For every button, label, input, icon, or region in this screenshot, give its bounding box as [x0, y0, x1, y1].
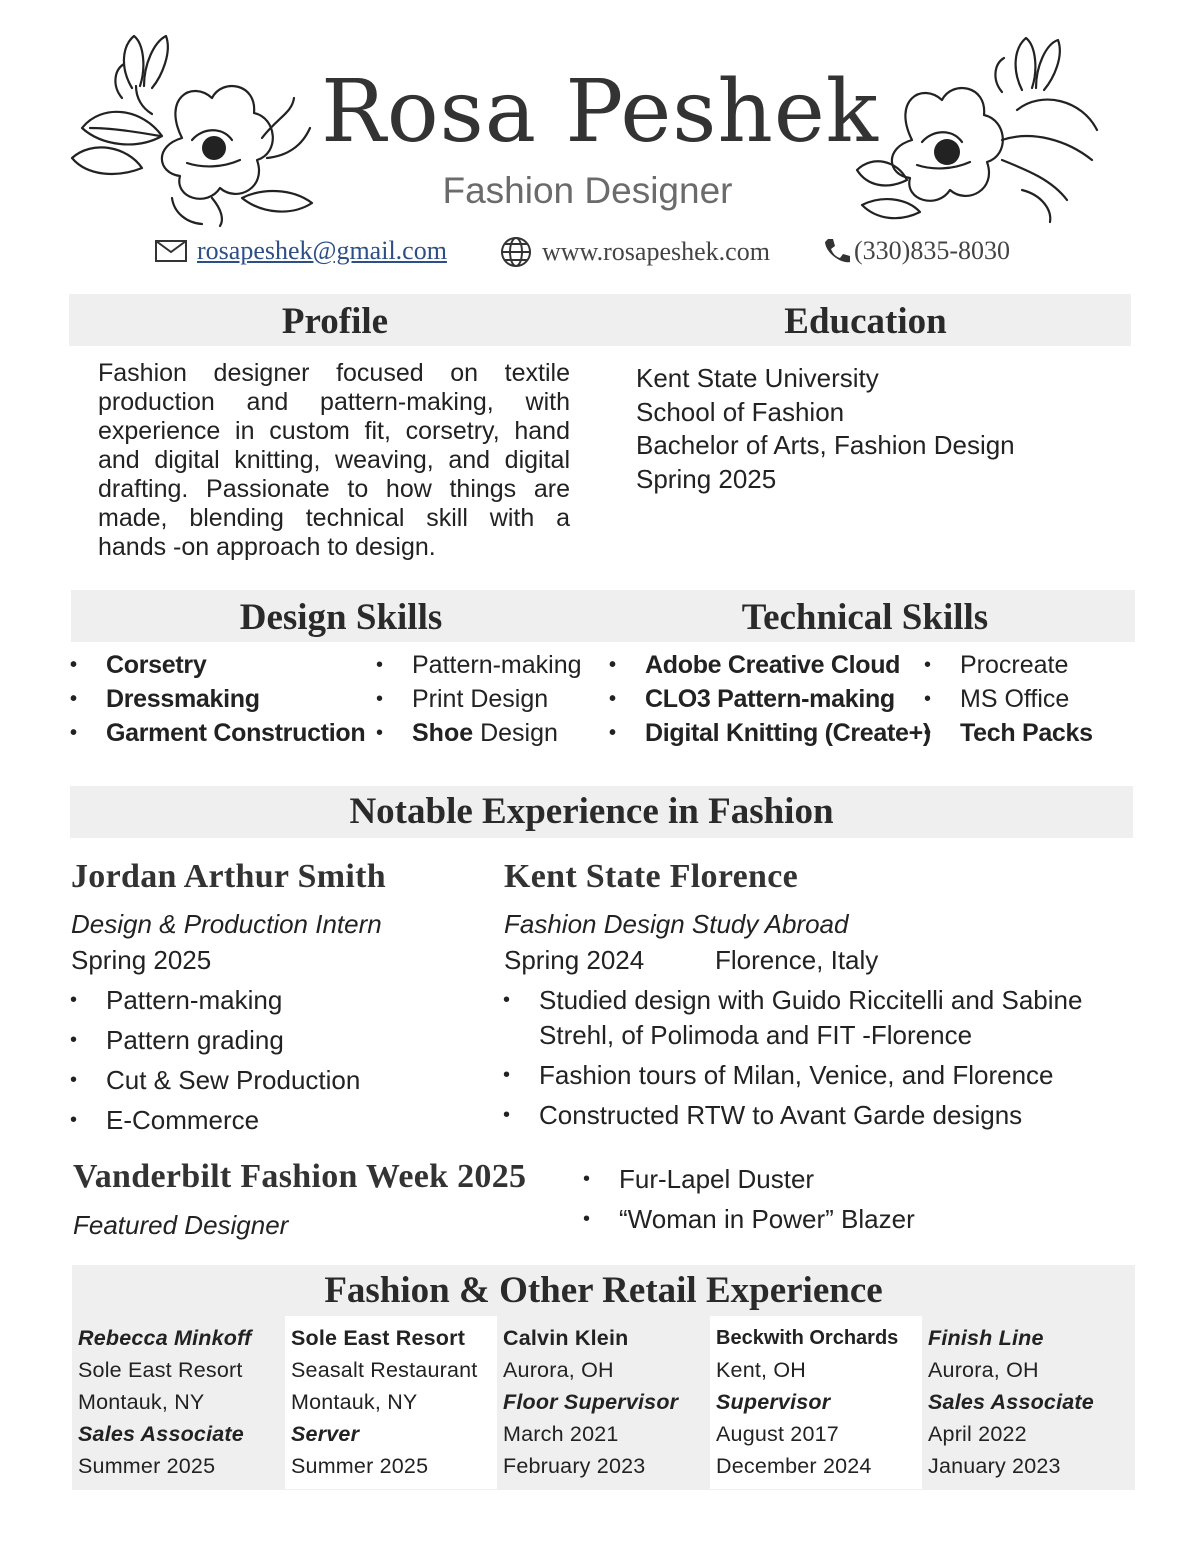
retail-entry-rebecca-minkoff — [72, 1316, 285, 1489]
retail-heading: Fashion & Other Retail Experience — [324, 1270, 883, 1311]
retail-position: Server — [291, 1422, 360, 1446]
list-item: • CLO3 Pattern-making — [609, 682, 931, 716]
education-department: School of Fashion — [636, 396, 845, 427]
technical-skills-heading: Technical Skills — [741, 597, 989, 638]
retail-employer: Rebecca Minkoff — [78, 1326, 252, 1350]
retail-position: Supervisor — [716, 1390, 831, 1414]
retail-date: Summer 2025 — [291, 1454, 429, 1478]
jas-date: Spring 2025 — [71, 945, 212, 975]
list-item: • Fashion tours of Milan, Venice, and Florence — [503, 1058, 1133, 1093]
retail-entry-beckwith — [710, 1316, 923, 1489]
candidate-name: Rosa Peshek — [321, 62, 879, 162]
retail-position: Sales Associate — [928, 1390, 1094, 1414]
ksf-org: Kent State Florence — [504, 858, 798, 895]
retail-date: Summer 2025 — [78, 1454, 216, 1478]
list-item: • Tech Packs — [924, 716, 1093, 750]
experience-heading: Notable Experience in Fashion — [349, 791, 834, 832]
list-item: • Cut & Sew Production — [70, 1063, 360, 1098]
retail-entry-finish-line — [922, 1316, 1135, 1489]
list-item: • Pattern-making — [70, 983, 360, 1018]
design-word: Design — [473, 719, 558, 747]
education-date: Spring 2025 — [636, 463, 777, 494]
contact-phone[interactable] — [822, 236, 1010, 266]
list-item: • E-Commerce — [70, 1103, 360, 1138]
retail-location: Aurora, OH — [503, 1358, 614, 1382]
list-item: • “Woman in Power” Blazer — [583, 1202, 915, 1237]
retail-location: Kent, OH — [716, 1358, 807, 1382]
retail-start-date: April 2022 — [928, 1422, 1027, 1446]
phone-text: (330)835-8030 — [854, 236, 1010, 265]
retail-employer: Beckwith Orchards — [716, 1327, 899, 1349]
retail-employer: Calvin Klein — [503, 1326, 629, 1350]
list-item: • Studied design with Guido Riccitelli and Sabine Strehl, of Polimoda and FIT -Florence — [503, 983, 1133, 1053]
profile-heading: Profile — [281, 301, 389, 342]
retail-employer: Sole East Resort — [291, 1326, 466, 1350]
phone-icon — [822, 236, 852, 266]
retail-location: Montauk, NY — [291, 1390, 418, 1414]
retail-start-date: March 2021 — [503, 1422, 619, 1446]
shoe-word: Shoe — [412, 719, 474, 747]
vfw-org: Vanderbilt Fashion Week 2025 — [73, 1158, 527, 1195]
email-link[interactable]: rosapeshek@gmail.com — [197, 236, 447, 265]
list-item: • Print Design — [376, 682, 582, 716]
ksf-location: Florence, Italy — [715, 945, 879, 975]
ksf-role: Fashion Design Study Abroad — [504, 909, 849, 939]
retail-start-date: August 2017 — [716, 1422, 839, 1446]
retail-position: Floor Supervisor — [503, 1390, 679, 1414]
technical-skills-list-1 — [609, 648, 931, 750]
design-skills-heading: Design Skills — [239, 597, 443, 638]
list-item: • Pattern-making — [376, 648, 582, 682]
education-details — [636, 362, 1015, 496]
list-item: • Fur-Lapel Duster — [583, 1162, 915, 1197]
list-item — [376, 716, 582, 750]
vfw-bullets — [583, 1162, 915, 1242]
retail-venue: Sole East Resort — [78, 1358, 243, 1382]
list-item: • Corsetry — [70, 648, 365, 682]
ksf-date: Spring 2024 — [504, 945, 645, 975]
design-skills-list-1 — [70, 648, 365, 750]
profile-text: Fashion designer focused on textile production and pattern-making, with experience in custom fit, corsetry, hand and digital knitting, weaving, and digital drafting. Passionate to how things are made, blending technical skill with a hands -on approach to design. — [98, 359, 570, 561]
list-item: • Digital Knitting (Create+) — [609, 716, 931, 750]
retail-entry-sole-east — [285, 1316, 498, 1489]
list-item: • Dressmaking — [70, 682, 365, 716]
education-school: Kent State University — [636, 363, 879, 393]
globe-icon — [500, 236, 532, 268]
list-item: • Garment Construction — [70, 716, 365, 750]
envelope-icon — [155, 240, 187, 262]
retail-location: Aurora, OH — [928, 1358, 1039, 1382]
education-degree: Bachelor of Arts, Fashion Design — [636, 430, 1015, 460]
contact-email[interactable] — [155, 236, 447, 266]
design-skills-list-2 — [376, 648, 582, 750]
list-item: • MS Office — [924, 682, 1093, 716]
technical-skills-list-2 — [924, 648, 1093, 750]
retail-end-date: December 2024 — [716, 1454, 872, 1478]
list-item: • Constructed RTW to Avant Garde designs — [503, 1098, 1133, 1133]
list-item: • Pattern grading — [70, 1023, 360, 1058]
jas-role: Design & Production Intern — [71, 909, 382, 939]
retail-location: Montauk, NY — [78, 1390, 205, 1414]
website-text[interactable]: www.rosapeshek.com — [542, 237, 770, 266]
contact-website[interactable] — [500, 236, 770, 268]
list-item: • Procreate — [924, 648, 1093, 682]
vfw-role: Featured Designer — [73, 1210, 289, 1240]
retail-end-date: January 2023 — [928, 1454, 1061, 1478]
ksf-bullets — [503, 983, 1133, 1138]
retail-employer: Finish Line — [928, 1326, 1044, 1350]
retail-venue: Seasalt Restaurant — [291, 1358, 478, 1382]
list-item: • Adobe Creative Cloud — [609, 648, 931, 682]
jas-bullets — [70, 983, 360, 1143]
retail-end-date: February 2023 — [503, 1454, 646, 1478]
jas-org: Jordan Arthur Smith — [71, 858, 386, 895]
retail-position: Sales Associate — [78, 1422, 244, 1446]
retail-entry-calvin-klein — [497, 1316, 710, 1489]
candidate-title: Fashion Designer — [442, 170, 733, 211]
education-heading: Education — [784, 301, 947, 342]
